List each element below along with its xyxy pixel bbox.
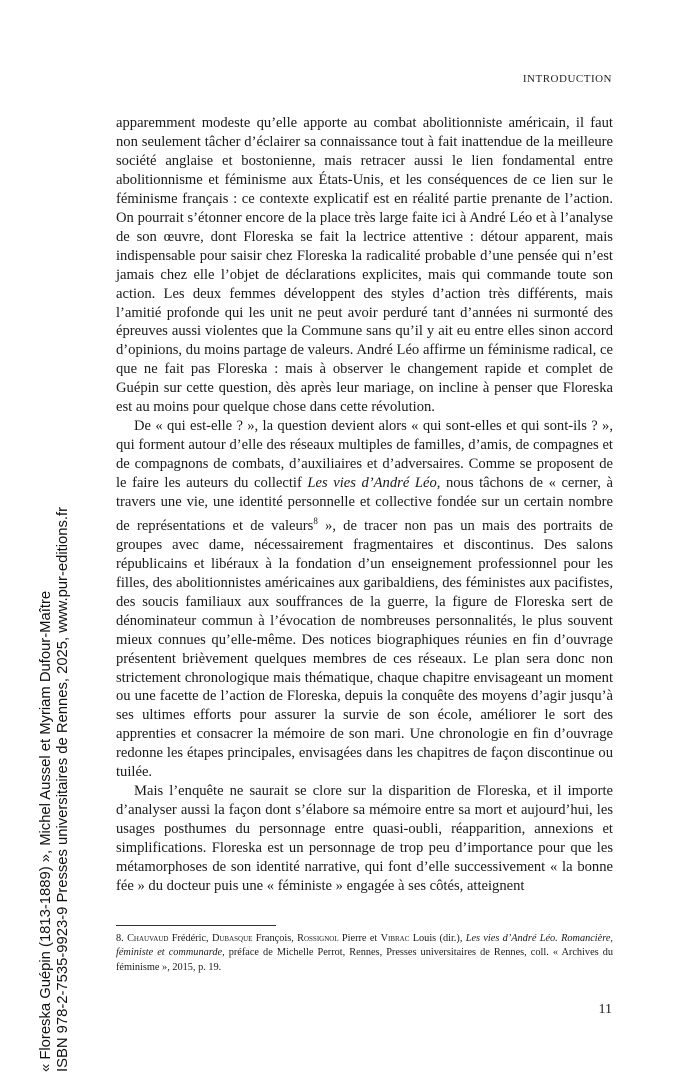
footnote-number: 8. bbox=[116, 933, 124, 944]
footnote-8 bbox=[116, 932, 613, 975]
paragraph-1: apparemment modeste qu’elle apporte au combat abolitionniste américain, il faut non seulement tâcher d’éclairer sa connaissance tout à fait inattendue de la meilleure société anglaise et bostonienne, mais retracer aussi le lien fondamental entre abolitionnisme et féminisme aux États-Unis, et les conséquences de ce lien sur le féminisme français : ce contexte explicatif est en réalité partie prenante de l’action. On pourrait s’étonner encore de la place très large faite ici à André Léo et à l’analyse de son œuvre, dont Floreska se fait la lectrice attentive : détour apparent, mais indispensable pour saisir chez Floreska la radicalité probable d’une pensée qui n’est jamais chez elle l’objet de déclarations explicites, mais qui commande toute son action. Les deux femmes développent des styles d’action très différents, mais l’amitié profonde qui les unit ne peut avoir perduré tant d’années ni surmonté des épreuves aussi violentes que la Commune sans qu’il y ait eu entre elles sinon accord d’opinions, du moins partage de valeurs. André Léo affirme un féminisme radical, ce que ne fait pas Floreska : mais à observer le changement rapide et complet de Guépin sur cette question, dès après leur mariage, on incline à penser que Floreska est au moins pour quelque chose dans cette révolution. bbox=[116, 115, 613, 416]
paragraph-2 bbox=[116, 417, 613, 782]
footnote-given-4: Louis (dir.), bbox=[409, 933, 466, 944]
paragraph-2-part-c: », de tracer non pas un mais des portraits de groupes avec dame, nécessairement fragmentaires et discontinus. Des salons républicains et libéraux à la fondation d’un enseignement professionnel pour les filles, des abolitionnistes américaines aux garibaldiens, des féministes aux pacifistes, des soucis familiaux aux souffrances de la guerre, la figure de Floreska sert de dénominateur commun à l’évocation de nombreuses personnalités, le plus souvent mieux connues qu’elle-même. Des notices biographiques réunies en fin d’ouvrage présentent brièvement quelques membres de ces réseaux. Le plan sera donc non strictement chronologique mais thématique, chaque chapitre envisageant un moment ou une facette de l’action de Floreska, depuis la conquête des moyens d’agir jusqu’à ses ultimes efforts pour assurer la survie de son école, améliorer le sort des apprenties et consacrer la mémoire de son mari. Une chronologie en fin d’ouvrage redonne les étapes principales, envisagées dans les chapitres de façon discontinue ou tuilée. bbox=[116, 517, 614, 781]
sidebar-text bbox=[38, 507, 71, 1072]
footnote-title: Les vies d’André Léo. Romancière, féministe et communarde bbox=[116, 933, 614, 959]
footnote-given-2: François, bbox=[252, 933, 298, 944]
page-number: 11 bbox=[598, 1002, 612, 1017]
footnote-author-4: Vibrac bbox=[380, 933, 410, 944]
footnote-author-2: Dubasque bbox=[211, 933, 253, 944]
sidebar-line-2: ISBN 978-2-7535-9923-9 Presses universitaires de Rennes, 2025, www.pur-editions.fr bbox=[54, 506, 71, 1072]
footnote-author-3: Rossignol bbox=[297, 933, 339, 944]
footnote-author-1: Chauvaud bbox=[127, 933, 169, 944]
main-text bbox=[116, 114, 613, 896]
book-title: Les vies d’André Léo bbox=[307, 475, 437, 492]
copyright-sidebar bbox=[0, 0, 75, 1083]
footnote-rest: , préface de Michelle Perrot, Rennes, Presses universitaires de Rennes, coll. « Archives du féminisme », 2015, p. 19. bbox=[116, 947, 613, 973]
paragraph-2-part-b: , nous tâchons de « cerner, à travers une vie, une identité personnelle et collective fondée sur un certain nombre de représentations et de valeurs bbox=[116, 475, 613, 534]
running-header: INTRODUCTION bbox=[522, 73, 612, 85]
footnote-reference[interactable]: 8 bbox=[313, 516, 318, 527]
paragraph-3: Mais l’enquête ne saurait se clore sur la disparition de Floreska, et il importe d’analyser aussi la façon dont s’élabore sa mémoire entre sa mort et aujourd’hui, les usages posthumes du personnage entre quasi-oubli, réapparition, annexions et simplifications. Floreska est un personnage de trop peu d’importance pour que les métamorphoses de son identité narrative, qui font d’elle successivement « la bonne fée » du docteur puis une « féministe » engagée à ses côtés, atteignent bbox=[116, 783, 613, 894]
footnote-divider bbox=[116, 925, 276, 926]
footnote-given-3: Pierre et bbox=[338, 933, 381, 944]
sidebar-line-1: « Floreska Guépin (1813-1889) », Michel Aussel et Myriam Dufour-Maître bbox=[38, 590, 54, 1072]
footnote-given-1: Frédéric, bbox=[168, 933, 212, 944]
paragraph-2-part-a: De « qui est-elle ? », la question devient alors « qui sont-elles et qui sont-ils ? », qui forment autour d’elle des réseaux multiples de familles, d’amis, de compagnes et de compagnons de combats, d’auxiliaires et d’adversaires. Comme se proposent de le faire les auteurs du collectif bbox=[116, 418, 613, 492]
